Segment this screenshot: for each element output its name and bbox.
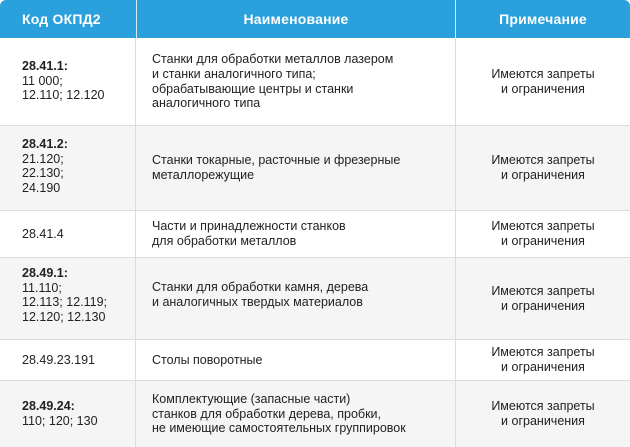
- table-row: [0, 340, 630, 381]
- table-row: [0, 38, 630, 126]
- code-value: 24.190: [22, 180, 61, 195]
- code-group: 28.49.1:: [22, 266, 68, 280]
- item-note: Имеются запреты и ограничения: [491, 153, 595, 182]
- item-note: Имеются запреты и ограничения: [491, 283, 595, 313]
- code-cell: [0, 211, 136, 257]
- header-note: Примечание: [499, 11, 587, 27]
- name-cell: [136, 126, 456, 210]
- name-cell: [136, 38, 456, 125]
- note-cell: [456, 258, 630, 339]
- item-name: Столы поворотные: [152, 352, 263, 367]
- item-note: Имеются запреты и ограничения: [491, 66, 595, 96]
- item-name: Комплектующие (запасные части) станков для обработки дерева, пробки, не имеющие самостоятельных группировок: [152, 392, 406, 436]
- code-value: 11 000;: [22, 73, 63, 88]
- code-cell: [0, 340, 136, 380]
- item-name: Станки токарные, расточные и фрезерные металлорежущие: [152, 153, 401, 182]
- code-value: 22.130;: [22, 166, 64, 181]
- item-name: Части и принадлежности станков для обработки металлов: [152, 219, 346, 248]
- code-group: 28.41.2:: [22, 137, 68, 151]
- name-cell: [136, 340, 456, 380]
- code-cell: [0, 381, 136, 447]
- header-name: Наименование: [136, 0, 456, 38]
- name-cell: [136, 211, 456, 257]
- table-header: [0, 0, 630, 38]
- item-name: Станки для обработки металлов лазером и станки аналогичного типа; обрабатывающие центры и станки аналогичного типа: [152, 52, 394, 111]
- code-value: 12.113; 12.119;: [22, 295, 108, 310]
- table-row: [0, 126, 630, 211]
- name-cell: [136, 258, 456, 339]
- note-cell: [456, 381, 630, 447]
- code-value: 28.49.23.191: [22, 352, 95, 367]
- code-group: 28.49.24:: [22, 399, 75, 414]
- table-row: [0, 258, 630, 340]
- code-group: 28.41.1:: [22, 59, 68, 73]
- note-cell: [456, 38, 630, 125]
- code-cell: [0, 38, 136, 125]
- note-cell: [456, 340, 630, 380]
- note-cell: [456, 211, 630, 257]
- item-note: Имеются запреты и ограничения: [491, 219, 595, 248]
- code-value: 21.120;: [22, 151, 64, 166]
- name-cell: [136, 381, 456, 447]
- table-row: [0, 381, 630, 447]
- code-value: 12.120; 12.130: [22, 309, 106, 324]
- code-cell: [0, 258, 136, 339]
- code-value: 110; 120; 130: [22, 414, 98, 428]
- item-name: Станки для обработки камня, дерева и аналогичных твердых материалов: [152, 280, 369, 309]
- code-cell: [0, 126, 136, 210]
- note-cell: [456, 126, 630, 210]
- code-value: 11.110;: [22, 280, 62, 295]
- item-note: Имеются запреты и ограничения: [491, 345, 595, 374]
- code-value: 28.41.4: [22, 226, 64, 241]
- item-note: Имеются запреты и ограничения: [491, 399, 595, 428]
- table-row: [0, 211, 630, 258]
- code-value: 12.110; 12.120: [22, 88, 105, 103]
- header-code: Код ОКПД2: [22, 11, 101, 27]
